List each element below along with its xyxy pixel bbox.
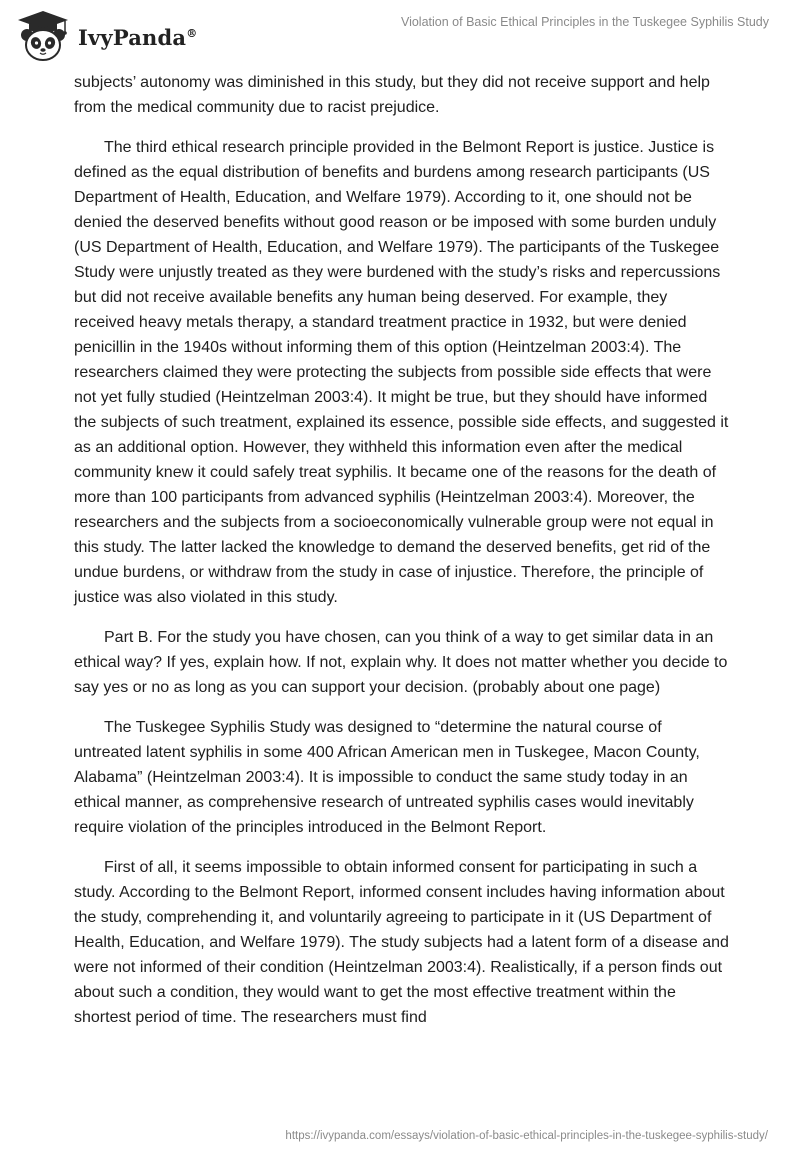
source-url-link[interactable]: https://ivypanda.com/essays/violation-of-basic-ethical-principles-in-the-tuskegee-syphilis-study/: [285, 1130, 768, 1142]
paragraph-part-b-prompt: Part B. For the study you have chosen, can you think of a way to get similar data in an ethical way? If yes, explain how. If not, explain why. It does not matter whether you decide to say yes or no as long as you can support your decision. (probably about one page): [74, 629, 728, 696]
panda-graduation-cap-icon: [14, 8, 72, 64]
paragraph-continuation: subjects’ autonomy was diminished in this study, but they did not receive support and help from the medical community due to racist prejudice.: [74, 74, 710, 116]
registered-mark: ®: [186, 26, 198, 40]
document-body: [74, 70, 730, 1045]
paragraph-study-design: The Tuskegee Syphilis Study was designed to “determine the natural course of untreated latent syphilis in some 400 African American men in Tuskegee, Macon County, Alabama” (Heintzelman 2003:4). It is impossible to conduct the same study today in an ethical manner, as comprehensive research of untreated syphilis cases would inevitably require violation of the principles introduced in the Belmont Report.: [74, 719, 700, 836]
page-header: [0, 0, 800, 70]
ivypanda-logo[interactable]: [14, 8, 197, 64]
paragraph-justice: The third ethical research principle provided in the Belmont Report is justice. Justice is defined as the equal distribution of benefits and burdens among research participants (US Department of Health, Education, and Welfare 1979). According to it, one should not be denied the deserved benefits without good reason or be imposed with some burden unduly (US Department of Health, Education, and Welfare 1979). The participants of the Tuskegee Study were unjustly treated as they were burdened with the study’s risks and repercussions but did not receive available benefits any human being deserved. For example, they received heavy metals therapy, a standard treatment practice in 1932, but were denied penicillin in the 1940s without informing them of this option (Heintzelman 2003:4). The researchers claimed they were protecting the subjects from possible side effects that were not yet fully studied (Heintzelman 2003:4). It might be true, but they should have informed the subjects of such treatment, explained its essence, possible side effects, and suggested it as an additional option. However, they withheld this information even after the medical community knew it could safely treat syphilis. It became one of the reasons for the death of more than 100 participants from advanced syphilis (Heintzelman 2003:4). Moreover, the researchers and the subjects from a socioeconomically vulnerable group were not equal in this study. The latter lacked the knowledge to demand the deserved benefits, get rid of the undue burdens, or withdraw from the study in case of injustice. Therefore, the principle of justice was also violated in this study.: [74, 139, 729, 606]
document-title: Violation of Basic Ethical Principles in the Tuskegee Syphilis Study: [400, 15, 769, 29]
logo-wordmark: [78, 25, 197, 50]
logo-text: IvyPanda: [78, 24, 187, 50]
paragraph-informed-consent: First of all, it seems impossible to obtain informed consent for participating in such a study. According to the Belmont Report, informed consent includes having information about the study, comprehending it, and voluntarily agreeing to participate in it (US Department of Health, Education, and Welfare 1979). The study subjects had a latent form of a disease and were not informed of their condition (Heintzelman 2003:4). Realistically, if a person finds out about such a condition, they would want to get the most effective treatment within the shortest period of time. The researchers must find: [74, 859, 729, 1026]
